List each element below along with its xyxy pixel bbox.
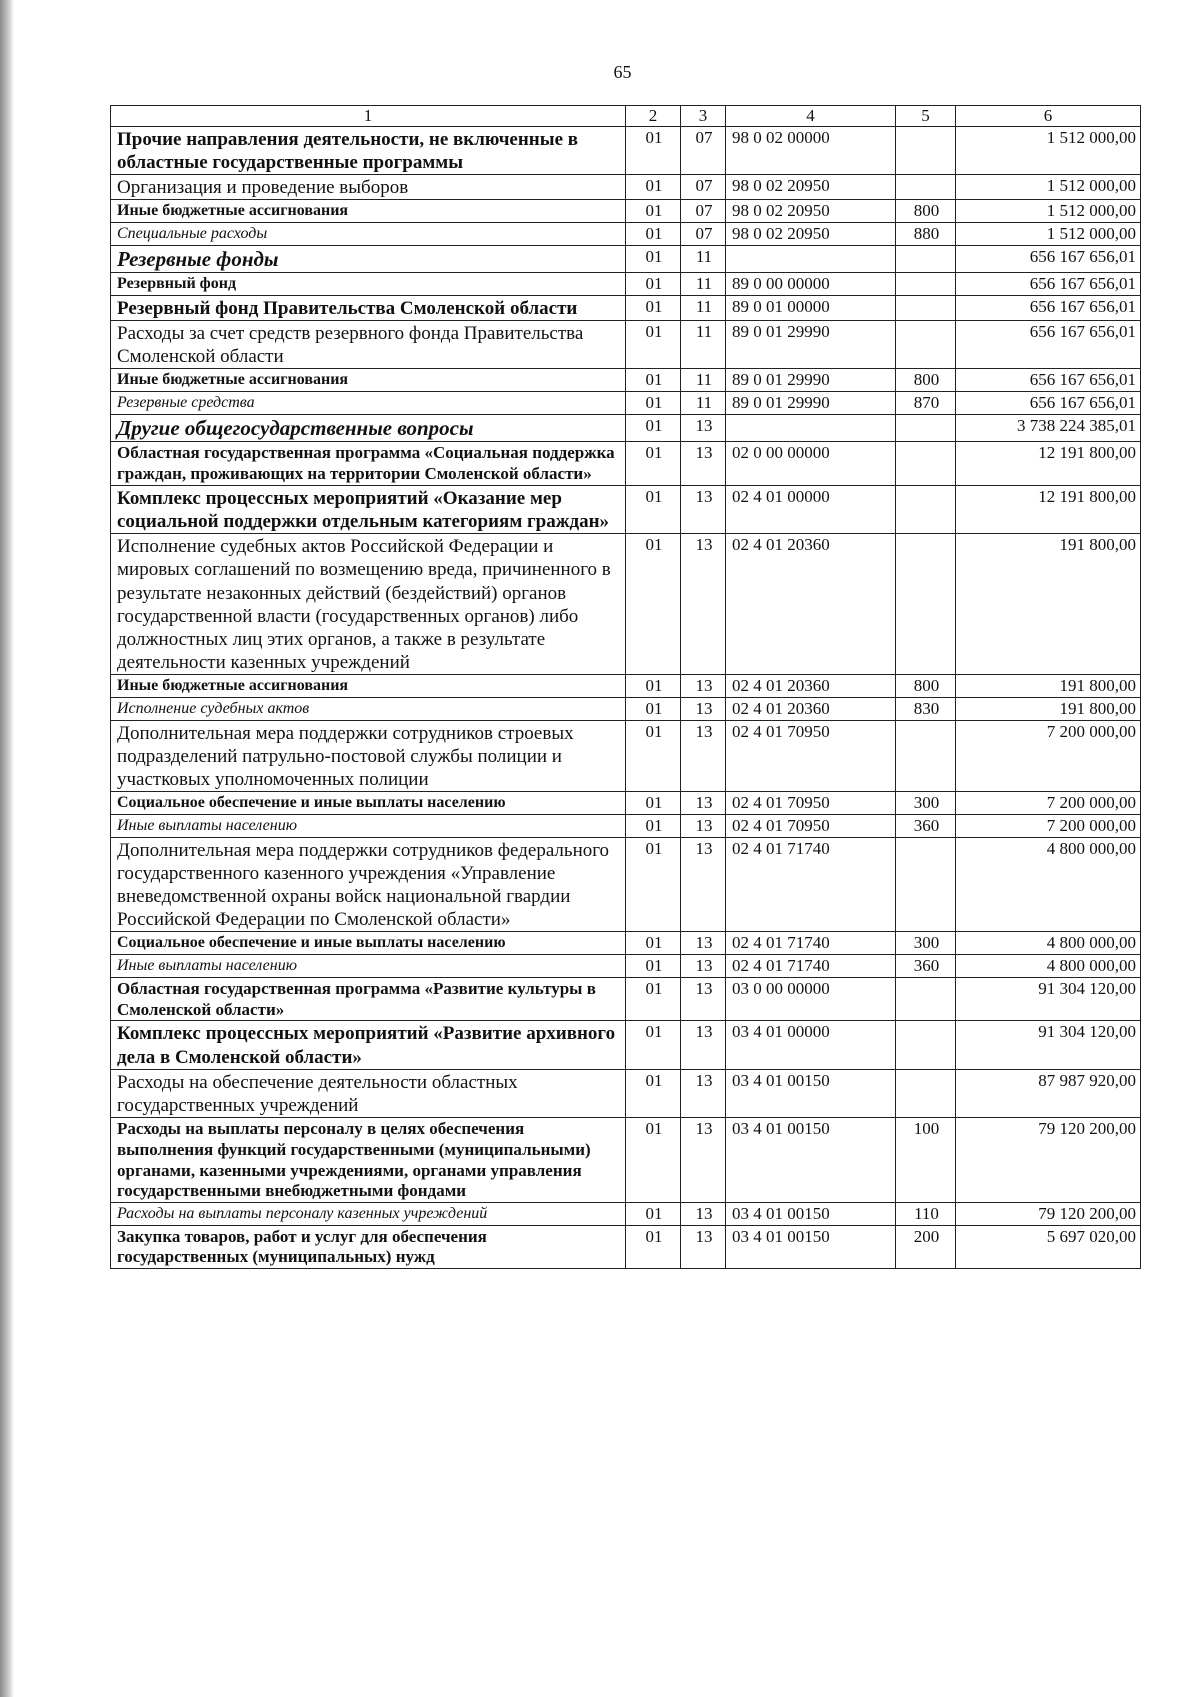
row-expense-type: 360 bbox=[896, 815, 956, 838]
page-number: 65 bbox=[613, 62, 632, 82]
row-name: Прочие направления деятельности, не включенные в областные государственные программы bbox=[111, 126, 626, 174]
row-name: Резервные средства bbox=[111, 392, 626, 415]
row-amount: 5 697 020,00 bbox=[956, 1225, 1141, 1268]
row-target-article: 03 4 01 00150 bbox=[726, 1069, 896, 1117]
row-subsection-code: 11 bbox=[681, 392, 726, 415]
row-subsection-code: 13 bbox=[681, 698, 726, 721]
row-target-article: 02 4 01 20360 bbox=[726, 698, 896, 721]
row-expense-type bbox=[896, 414, 956, 442]
row-expense-type: 830 bbox=[896, 698, 956, 721]
row-target-article bbox=[726, 414, 896, 442]
row-subsection-code: 13 bbox=[681, 720, 726, 792]
table-row bbox=[111, 977, 1141, 1020]
table-row bbox=[111, 200, 1141, 223]
table-body bbox=[111, 126, 1141, 1269]
row-target-article: 03 0 00 00000 bbox=[726, 977, 896, 1020]
table-row bbox=[111, 932, 1141, 955]
row-subsection-code: 07 bbox=[681, 174, 726, 199]
row-section-code: 01 bbox=[626, 534, 681, 675]
table-row bbox=[111, 720, 1141, 792]
column-header: 3 bbox=[681, 106, 726, 127]
row-subsection-code: 13 bbox=[681, 414, 726, 442]
row-expense-type: 300 bbox=[896, 792, 956, 815]
row-amount: 4 800 000,00 bbox=[956, 955, 1141, 978]
row-target-article: 89 0 01 00000 bbox=[726, 295, 896, 320]
row-section-code: 01 bbox=[626, 932, 681, 955]
row-target-article: 02 4 01 70950 bbox=[726, 815, 896, 838]
row-name: Исполнение судебных актов bbox=[111, 698, 626, 721]
row-subsection-code: 11 bbox=[681, 245, 726, 273]
row-expense-type: 800 bbox=[896, 675, 956, 698]
row-section-code: 01 bbox=[626, 245, 681, 273]
row-name: Организация и проведение выборов bbox=[111, 174, 626, 199]
row-section-code: 01 bbox=[626, 1118, 681, 1203]
row-amount: 7 200 000,00 bbox=[956, 815, 1141, 838]
row-target-article: 02 4 01 71740 bbox=[726, 955, 896, 978]
table-row bbox=[111, 955, 1141, 978]
table-row bbox=[111, 442, 1141, 485]
table-row bbox=[111, 675, 1141, 698]
row-subsection-code: 13 bbox=[681, 1225, 726, 1268]
row-name: Иные выплаты населению bbox=[111, 815, 626, 838]
table-row bbox=[111, 792, 1141, 815]
table-row bbox=[111, 369, 1141, 392]
row-section-code: 01 bbox=[626, 200, 681, 223]
row-expense-type bbox=[896, 174, 956, 199]
row-section-code: 01 bbox=[626, 675, 681, 698]
row-amount: 7 200 000,00 bbox=[956, 720, 1141, 792]
row-section-code: 01 bbox=[626, 815, 681, 838]
row-expense-type: 100 bbox=[896, 1118, 956, 1203]
row-subsection-code: 13 bbox=[681, 977, 726, 1020]
row-target-article: 02 4 01 71740 bbox=[726, 932, 896, 955]
row-name: Другие общегосударственные вопросы bbox=[111, 414, 626, 442]
row-target-article: 89 0 01 29990 bbox=[726, 321, 896, 369]
row-name: Исполнение судебных актов Российской Федерации и мировых соглашений по возмещению вреда, причиненного в результате незаконных действий (бездействий) органов государственной власти (государственных органов) либо должностных лиц этих органов, а также в результате деятельности казенных учреждений bbox=[111, 534, 626, 675]
row-amount: 91 304 120,00 bbox=[956, 1021, 1141, 1069]
row-amount: 656 167 656,01 bbox=[956, 245, 1141, 273]
row-name: Иные бюджетные ассигнования bbox=[111, 675, 626, 698]
row-name: Социальное обеспечение и иные выплаты населению bbox=[111, 792, 626, 815]
row-section-code: 01 bbox=[626, 273, 681, 296]
row-expense-type bbox=[896, 534, 956, 675]
row-section-code: 01 bbox=[626, 955, 681, 978]
row-amount: 91 304 120,00 bbox=[956, 977, 1141, 1020]
row-section-code: 01 bbox=[626, 837, 681, 932]
row-section-code: 01 bbox=[626, 1069, 681, 1117]
row-target-article bbox=[726, 245, 896, 273]
row-expense-type bbox=[896, 837, 956, 932]
scan-edge-shadow bbox=[0, 0, 14, 1697]
table-row bbox=[111, 534, 1141, 675]
row-amount: 1 512 000,00 bbox=[956, 174, 1141, 199]
row-amount: 1 512 000,00 bbox=[956, 200, 1141, 223]
row-section-code: 01 bbox=[626, 442, 681, 485]
row-amount: 191 800,00 bbox=[956, 675, 1141, 698]
row-name: Резервные фонды bbox=[111, 245, 626, 273]
row-name: Резервный фонд Правительства Смоленской области bbox=[111, 295, 626, 320]
row-amount: 4 800 000,00 bbox=[956, 837, 1141, 932]
row-amount: 1 512 000,00 bbox=[956, 222, 1141, 245]
row-subsection-code: 11 bbox=[681, 369, 726, 392]
table-row bbox=[111, 126, 1141, 174]
row-section-code: 01 bbox=[626, 1021, 681, 1069]
row-target-article: 02 4 01 20360 bbox=[726, 534, 896, 675]
row-expense-type bbox=[896, 273, 956, 296]
row-section-code: 01 bbox=[626, 174, 681, 199]
row-target-article: 89 0 00 00000 bbox=[726, 273, 896, 296]
row-expense-type bbox=[896, 295, 956, 320]
row-expense-type: 110 bbox=[896, 1203, 956, 1226]
row-amount: 656 167 656,01 bbox=[956, 392, 1141, 415]
row-amount: 12 191 800,00 bbox=[956, 442, 1141, 485]
table-row bbox=[111, 245, 1141, 273]
row-amount: 79 120 200,00 bbox=[956, 1203, 1141, 1226]
row-name: Специальные расходы bbox=[111, 222, 626, 245]
table-row bbox=[111, 815, 1141, 838]
row-expense-type bbox=[896, 977, 956, 1020]
row-target-article: 98 0 02 20950 bbox=[726, 200, 896, 223]
row-target-article: 89 0 01 29990 bbox=[726, 392, 896, 415]
row-amount: 656 167 656,01 bbox=[956, 273, 1141, 296]
row-expense-type bbox=[896, 321, 956, 369]
row-subsection-code: 13 bbox=[681, 485, 726, 533]
row-subsection-code: 11 bbox=[681, 295, 726, 320]
row-subsection-code: 11 bbox=[681, 321, 726, 369]
row-target-article: 03 4 01 00150 bbox=[726, 1225, 896, 1268]
table-row bbox=[111, 1069, 1141, 1117]
row-amount: 87 987 920,00 bbox=[956, 1069, 1141, 1117]
row-expense-type bbox=[896, 485, 956, 533]
row-amount: 1 512 000,00 bbox=[956, 126, 1141, 174]
row-name: Расходы на обеспечение деятельности областных государственных учреждений bbox=[111, 1069, 626, 1117]
table-row bbox=[111, 414, 1141, 442]
row-name: Иные бюджетные ассигнования bbox=[111, 369, 626, 392]
table-row bbox=[111, 174, 1141, 199]
row-amount: 656 167 656,01 bbox=[956, 369, 1141, 392]
row-name: Комплекс процессных мероприятий «Оказание мер социальной поддержки отдельным категориям граждан» bbox=[111, 485, 626, 533]
row-section-code: 01 bbox=[626, 295, 681, 320]
row-target-article: 03 4 01 00150 bbox=[726, 1203, 896, 1226]
row-expense-type: 360 bbox=[896, 955, 956, 978]
row-subsection-code: 11 bbox=[681, 273, 726, 296]
column-header: 2 bbox=[626, 106, 681, 127]
row-amount: 191 800,00 bbox=[956, 698, 1141, 721]
column-header: 6 bbox=[956, 106, 1141, 127]
row-expense-type bbox=[896, 1069, 956, 1117]
column-header: 1 bbox=[111, 106, 626, 127]
row-section-code: 01 bbox=[626, 392, 681, 415]
row-subsection-code: 07 bbox=[681, 200, 726, 223]
row-name: Социальное обеспечение и иные выплаты населению bbox=[111, 932, 626, 955]
row-target-article: 02 4 01 70950 bbox=[726, 792, 896, 815]
row-expense-type: 200 bbox=[896, 1225, 956, 1268]
row-amount: 656 167 656,01 bbox=[956, 295, 1141, 320]
row-subsection-code: 13 bbox=[681, 534, 726, 675]
row-section-code: 01 bbox=[626, 126, 681, 174]
row-name: Областная государственная программа «Социальная поддержка граждан, проживающих на территории Смоленской области» bbox=[111, 442, 626, 485]
row-name: Комплекс процессных мероприятий «Развитие архивного дела в Смоленской области» bbox=[111, 1021, 626, 1069]
row-section-code: 01 bbox=[626, 321, 681, 369]
row-amount: 656 167 656,01 bbox=[956, 321, 1141, 369]
row-subsection-code: 13 bbox=[681, 837, 726, 932]
row-name: Дополнительная мера поддержки сотрудников федерального государственного казенного учреждения «Управление вневедомственной охраны войск национальной гвардии Российской Федерации по Смоленской области» bbox=[111, 837, 626, 932]
row-amount: 12 191 800,00 bbox=[956, 485, 1141, 533]
row-section-code: 01 bbox=[626, 977, 681, 1020]
row-target-article: 89 0 01 29990 bbox=[726, 369, 896, 392]
table-row bbox=[111, 1203, 1141, 1226]
row-section-code: 01 bbox=[626, 369, 681, 392]
row-expense-type bbox=[896, 720, 956, 792]
row-expense-type bbox=[896, 442, 956, 485]
row-name: Расходы на выплаты персоналу в целях обеспечения выполнения функций государственными (муниципальными) органами, казенными учреждениями, органами управления государственными внебюджетными фондами bbox=[111, 1118, 626, 1203]
row-target-article: 02 4 01 71740 bbox=[726, 837, 896, 932]
row-target-article: 02 4 01 20360 bbox=[726, 675, 896, 698]
row-expense-type: 800 bbox=[896, 200, 956, 223]
row-expense-type bbox=[896, 126, 956, 174]
table-row bbox=[111, 698, 1141, 721]
row-amount: 4 800 000,00 bbox=[956, 932, 1141, 955]
row-target-article: 02 4 01 70950 bbox=[726, 720, 896, 792]
row-subsection-code: 13 bbox=[681, 815, 726, 838]
row-subsection-code: 13 bbox=[681, 675, 726, 698]
column-header: 4 bbox=[726, 106, 896, 127]
row-amount: 79 120 200,00 bbox=[956, 1118, 1141, 1203]
row-subsection-code: 13 bbox=[681, 1069, 726, 1117]
table-row bbox=[111, 1225, 1141, 1268]
column-header: 5 bbox=[896, 106, 956, 127]
row-target-article: 02 0 00 00000 bbox=[726, 442, 896, 485]
row-target-article: 98 0 02 20950 bbox=[726, 222, 896, 245]
row-subsection-code: 13 bbox=[681, 442, 726, 485]
row-subsection-code: 07 bbox=[681, 222, 726, 245]
row-name: Расходы на выплаты персоналу казенных учреждений bbox=[111, 1203, 626, 1226]
table-row bbox=[111, 222, 1141, 245]
table-header-row bbox=[111, 106, 1141, 127]
budget-table bbox=[110, 105, 1141, 1269]
table-row bbox=[111, 485, 1141, 533]
row-expense-type: 800 bbox=[896, 369, 956, 392]
row-target-article: 02 4 01 00000 bbox=[726, 485, 896, 533]
row-amount: 3 738 224 385,01 bbox=[956, 414, 1141, 442]
row-subsection-code: 13 bbox=[681, 955, 726, 978]
row-section-code: 01 bbox=[626, 1225, 681, 1268]
row-name: Иные бюджетные ассигнования bbox=[111, 200, 626, 223]
row-name: Областная государственная программа «Развитие культуры в Смоленской области» bbox=[111, 977, 626, 1020]
row-expense-type bbox=[896, 1021, 956, 1069]
row-section-code: 01 bbox=[626, 222, 681, 245]
row-target-article: 03 4 01 00000 bbox=[726, 1021, 896, 1069]
row-subsection-code: 07 bbox=[681, 126, 726, 174]
table-row bbox=[111, 295, 1141, 320]
table-row bbox=[111, 1021, 1141, 1069]
row-section-code: 01 bbox=[626, 792, 681, 815]
row-expense-type: 870 bbox=[896, 392, 956, 415]
row-name: Расходы за счет средств резервного фонда Правительства Смоленской области bbox=[111, 321, 626, 369]
row-expense-type: 880 bbox=[896, 222, 956, 245]
row-section-code: 01 bbox=[626, 698, 681, 721]
table-row bbox=[111, 321, 1141, 369]
row-expense-type: 300 bbox=[896, 932, 956, 955]
row-expense-type bbox=[896, 245, 956, 273]
row-section-code: 01 bbox=[626, 414, 681, 442]
row-name: Закупка товаров, работ и услуг для обеспечения государственных (муниципальных) нужд bbox=[111, 1225, 626, 1268]
row-name: Резервный фонд bbox=[111, 273, 626, 296]
row-amount: 7 200 000,00 bbox=[956, 792, 1141, 815]
row-subsection-code: 13 bbox=[681, 792, 726, 815]
table-row bbox=[111, 1118, 1141, 1203]
row-target-article: 03 4 01 00150 bbox=[726, 1118, 896, 1203]
row-section-code: 01 bbox=[626, 485, 681, 533]
row-subsection-code: 13 bbox=[681, 1021, 726, 1069]
row-target-article: 98 0 02 00000 bbox=[726, 126, 896, 174]
row-subsection-code: 13 bbox=[681, 932, 726, 955]
row-section-code: 01 bbox=[626, 1203, 681, 1226]
row-section-code: 01 bbox=[626, 720, 681, 792]
row-amount: 191 800,00 bbox=[956, 534, 1141, 675]
row-subsection-code: 13 bbox=[681, 1118, 726, 1203]
row-name: Дополнительная мера поддержки сотрудников строевых подразделений патрульно-постовой службы полиции и участковых уполномоченных полиции bbox=[111, 720, 626, 792]
row-name: Иные выплаты населению bbox=[111, 955, 626, 978]
table-row bbox=[111, 392, 1141, 415]
row-subsection-code: 13 bbox=[681, 1203, 726, 1226]
table-row bbox=[111, 273, 1141, 296]
table-row bbox=[111, 837, 1141, 932]
row-target-article: 98 0 02 20950 bbox=[726, 174, 896, 199]
